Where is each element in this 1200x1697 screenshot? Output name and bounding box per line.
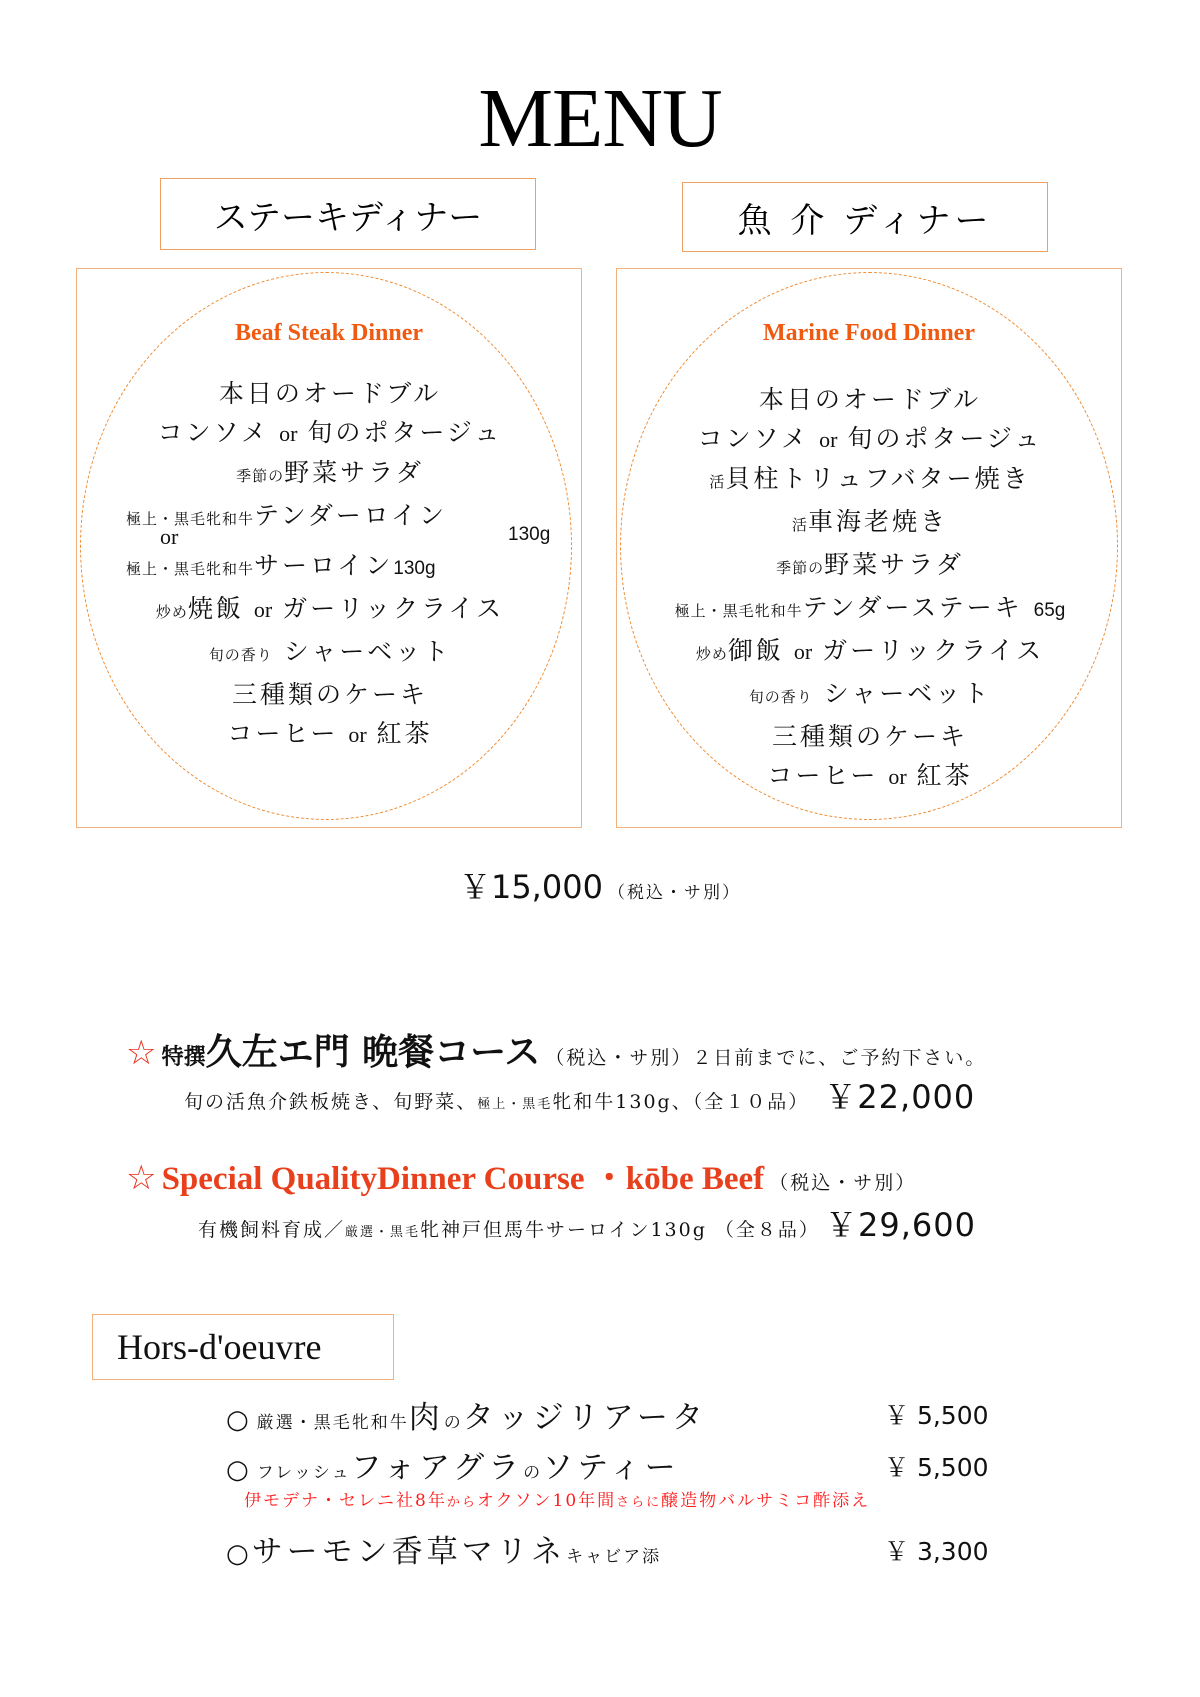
list-item xyxy=(640,380,1100,419)
circle-bullet-icon: ○ xyxy=(226,1455,252,1485)
hors-item-price: ￥ 5,500 xyxy=(884,1453,989,1482)
list-item xyxy=(100,589,560,632)
weight-text: 65g xyxy=(1033,600,1066,621)
item-text: ガーリックライス xyxy=(282,594,505,623)
steak-dinner-tab-label: ステーキディナー xyxy=(213,197,483,238)
list-item xyxy=(640,631,1100,674)
kyuzaemon-price: ￥22,000 xyxy=(824,1078,976,1116)
list-item xyxy=(100,453,560,496)
item-main: 肉 xyxy=(408,1400,444,1436)
item-text: サーロイン xyxy=(254,551,394,580)
dinner-price-line xyxy=(0,862,1200,908)
item-prefix: 炒め xyxy=(695,645,728,663)
note-text: 醸造物バルサミコ酢添え xyxy=(661,1491,871,1511)
item-main: サーモン香草マリネ xyxy=(251,1534,567,1570)
star-icon: ☆ xyxy=(126,1033,157,1073)
kyuzaemon-desc-line xyxy=(184,1072,975,1118)
weight-text: 130g xyxy=(393,558,436,579)
star-icon: ☆ xyxy=(126,1158,157,1198)
item-text: 三種類のケーキ xyxy=(231,680,428,709)
item-text: コーヒー xyxy=(767,761,879,790)
item-prefix: フレッシュ xyxy=(256,1463,351,1483)
marine-dinner-tab-label: 魚 介 ディナー xyxy=(737,200,993,241)
circle-bullet-icon: ○ xyxy=(226,1539,252,1569)
steak-course-title: Beaf Steak Dinner xyxy=(235,320,423,346)
special-desc-tail: 牝神戸但馬牛サーロイン130g （全８品） xyxy=(420,1219,820,1241)
item-text: テンダーロイン xyxy=(254,501,448,530)
item-text: コンソメ xyxy=(157,418,270,447)
or-text: or xyxy=(888,764,907,789)
list-item xyxy=(640,545,1100,588)
item-prefix: 極上・黒毛牝和牛 xyxy=(126,560,255,578)
foie-gras-note xyxy=(244,1486,870,1511)
item-text: 野菜サラダ xyxy=(284,458,424,487)
list-item xyxy=(100,714,560,754)
item-text: 旬のポタージュ xyxy=(847,424,1043,453)
item-prefix: 活 xyxy=(791,516,808,534)
item-text: 紅茶 xyxy=(376,719,433,748)
list-item xyxy=(100,632,560,675)
item-mid: の xyxy=(443,1413,463,1433)
list-item xyxy=(640,502,1100,545)
hors-item-salmon xyxy=(226,1526,661,1571)
note-small: さらに xyxy=(616,1495,662,1510)
steak-dinner-tab xyxy=(160,178,536,250)
kyuzaemon-desc: 旬の活魚介鉄板焼き、旬野菜、 xyxy=(184,1091,478,1113)
special-course-title: Special QualityDinner Course ・kōbe Beef xyxy=(161,1161,765,1197)
item-text: 焼飯 xyxy=(187,594,244,623)
item-prefix: 炒め xyxy=(155,603,188,621)
kyuzaemon-desc-small: 極上・黒毛 xyxy=(477,1097,553,1112)
item-mid: の xyxy=(523,1463,543,1483)
or-text: or xyxy=(253,597,273,622)
list-item xyxy=(100,374,560,413)
item-text: コーヒー xyxy=(227,719,339,748)
item-text: 車海老焼き xyxy=(808,507,949,536)
page-title: MENU xyxy=(478,72,722,165)
item-text: 野菜サラダ xyxy=(824,550,964,579)
item-text: シャーベット xyxy=(283,637,452,666)
note-small: から xyxy=(446,1495,477,1510)
special-price: ￥29,600 xyxy=(825,1206,977,1244)
or-text: or xyxy=(819,427,838,452)
item-text: テンダーステーキ xyxy=(802,593,1023,622)
list-item xyxy=(640,717,1100,756)
list-item xyxy=(100,546,560,589)
dinner-price-note: （税込・サ別） xyxy=(608,883,742,903)
hors-item-price: ￥ 3,300 xyxy=(884,1537,989,1566)
kyuzaemon-desc-tail: 牝和牛130g、（全１０品） xyxy=(552,1091,810,1113)
special-course-heading xyxy=(126,1152,916,1199)
item-main: フォアグラ xyxy=(350,1450,524,1486)
note-text: オクソン10年間 xyxy=(476,1491,617,1511)
item-prefix: 季節の xyxy=(236,467,285,485)
item-prefix: 旬の香り xyxy=(208,646,273,664)
special-course-note: （税込・サ別） xyxy=(769,1172,917,1194)
item-prefix: 旬の香り xyxy=(748,688,813,706)
item-text: コンソメ xyxy=(697,424,810,453)
marine-course-list xyxy=(640,380,1100,796)
item-prefix: 季節の xyxy=(776,559,825,577)
item-text: 三種類のケーキ xyxy=(771,722,968,751)
item-prefix: 極上・黒毛牝和牛 xyxy=(126,510,255,528)
kyuzaemon-prefix: 特撰 xyxy=(161,1045,206,1070)
special-desc-small: 厳選・黒毛 xyxy=(345,1225,421,1240)
list-item xyxy=(100,675,560,714)
kyuzaemon-course-heading xyxy=(126,1024,986,1075)
marine-course-title: Marine Food Dinner xyxy=(763,320,975,346)
item-text: 旬のポタージュ xyxy=(307,418,503,447)
kyuzaemon-note: （税込・サ別）２日前までに、ご予約下さい。 xyxy=(545,1047,987,1069)
steak-course-list xyxy=(100,374,560,754)
circle-bullet-icon: ○ xyxy=(226,1405,252,1435)
hors-item-tagliata xyxy=(226,1392,707,1437)
item-text: 紅茶 xyxy=(916,761,973,790)
item-tail: タッジリアータ xyxy=(462,1400,707,1436)
tenderloin-weight: 130g xyxy=(508,524,551,545)
item-prefix: 厳選・黒毛牝和牛 xyxy=(256,1413,409,1433)
list-item xyxy=(640,756,1100,796)
marine-dinner-tab xyxy=(682,182,1048,252)
item-tail: キャビア添 xyxy=(566,1547,662,1567)
item-text: シャーベット xyxy=(823,679,992,708)
hors-doeuvre-title: Hors-d'oeuvre xyxy=(117,1327,322,1367)
item-text: 貝柱トリュフバター焼き xyxy=(725,464,1031,493)
note-text: 伊モデナ・セレニ社8年 xyxy=(244,1491,447,1511)
item-text: ガーリックライス xyxy=(822,636,1045,665)
hors-item-foie-gras xyxy=(226,1442,680,1487)
item-text: 本日のオードブル xyxy=(218,379,442,408)
list-item xyxy=(640,459,1100,502)
hors-item-price: ￥ 5,500 xyxy=(884,1401,989,1430)
item-tail: ソティー xyxy=(542,1450,680,1486)
special-desc: 有機飼料育成／ xyxy=(198,1219,346,1241)
special-desc-line xyxy=(198,1200,976,1246)
item-prefix: 極上・黒毛牝和牛 xyxy=(674,602,803,620)
list-item xyxy=(640,419,1100,459)
item-text: 御飯 xyxy=(727,636,784,665)
list-item xyxy=(640,674,1100,717)
hors-doeuvre-header xyxy=(92,1314,394,1380)
item-text: 本日のオードブル xyxy=(758,385,982,414)
dinner-price: ￥15,000 xyxy=(458,868,603,906)
or-text: or xyxy=(793,639,813,664)
or-text: or xyxy=(160,524,179,549)
kyuzaemon-title: 久左エ門 晩餐コース xyxy=(205,1032,541,1073)
list-item xyxy=(100,413,560,453)
item-prefix: 活 xyxy=(709,473,726,491)
or-text: or xyxy=(348,722,367,747)
or-text: or xyxy=(279,421,298,446)
list-item xyxy=(640,588,1100,631)
